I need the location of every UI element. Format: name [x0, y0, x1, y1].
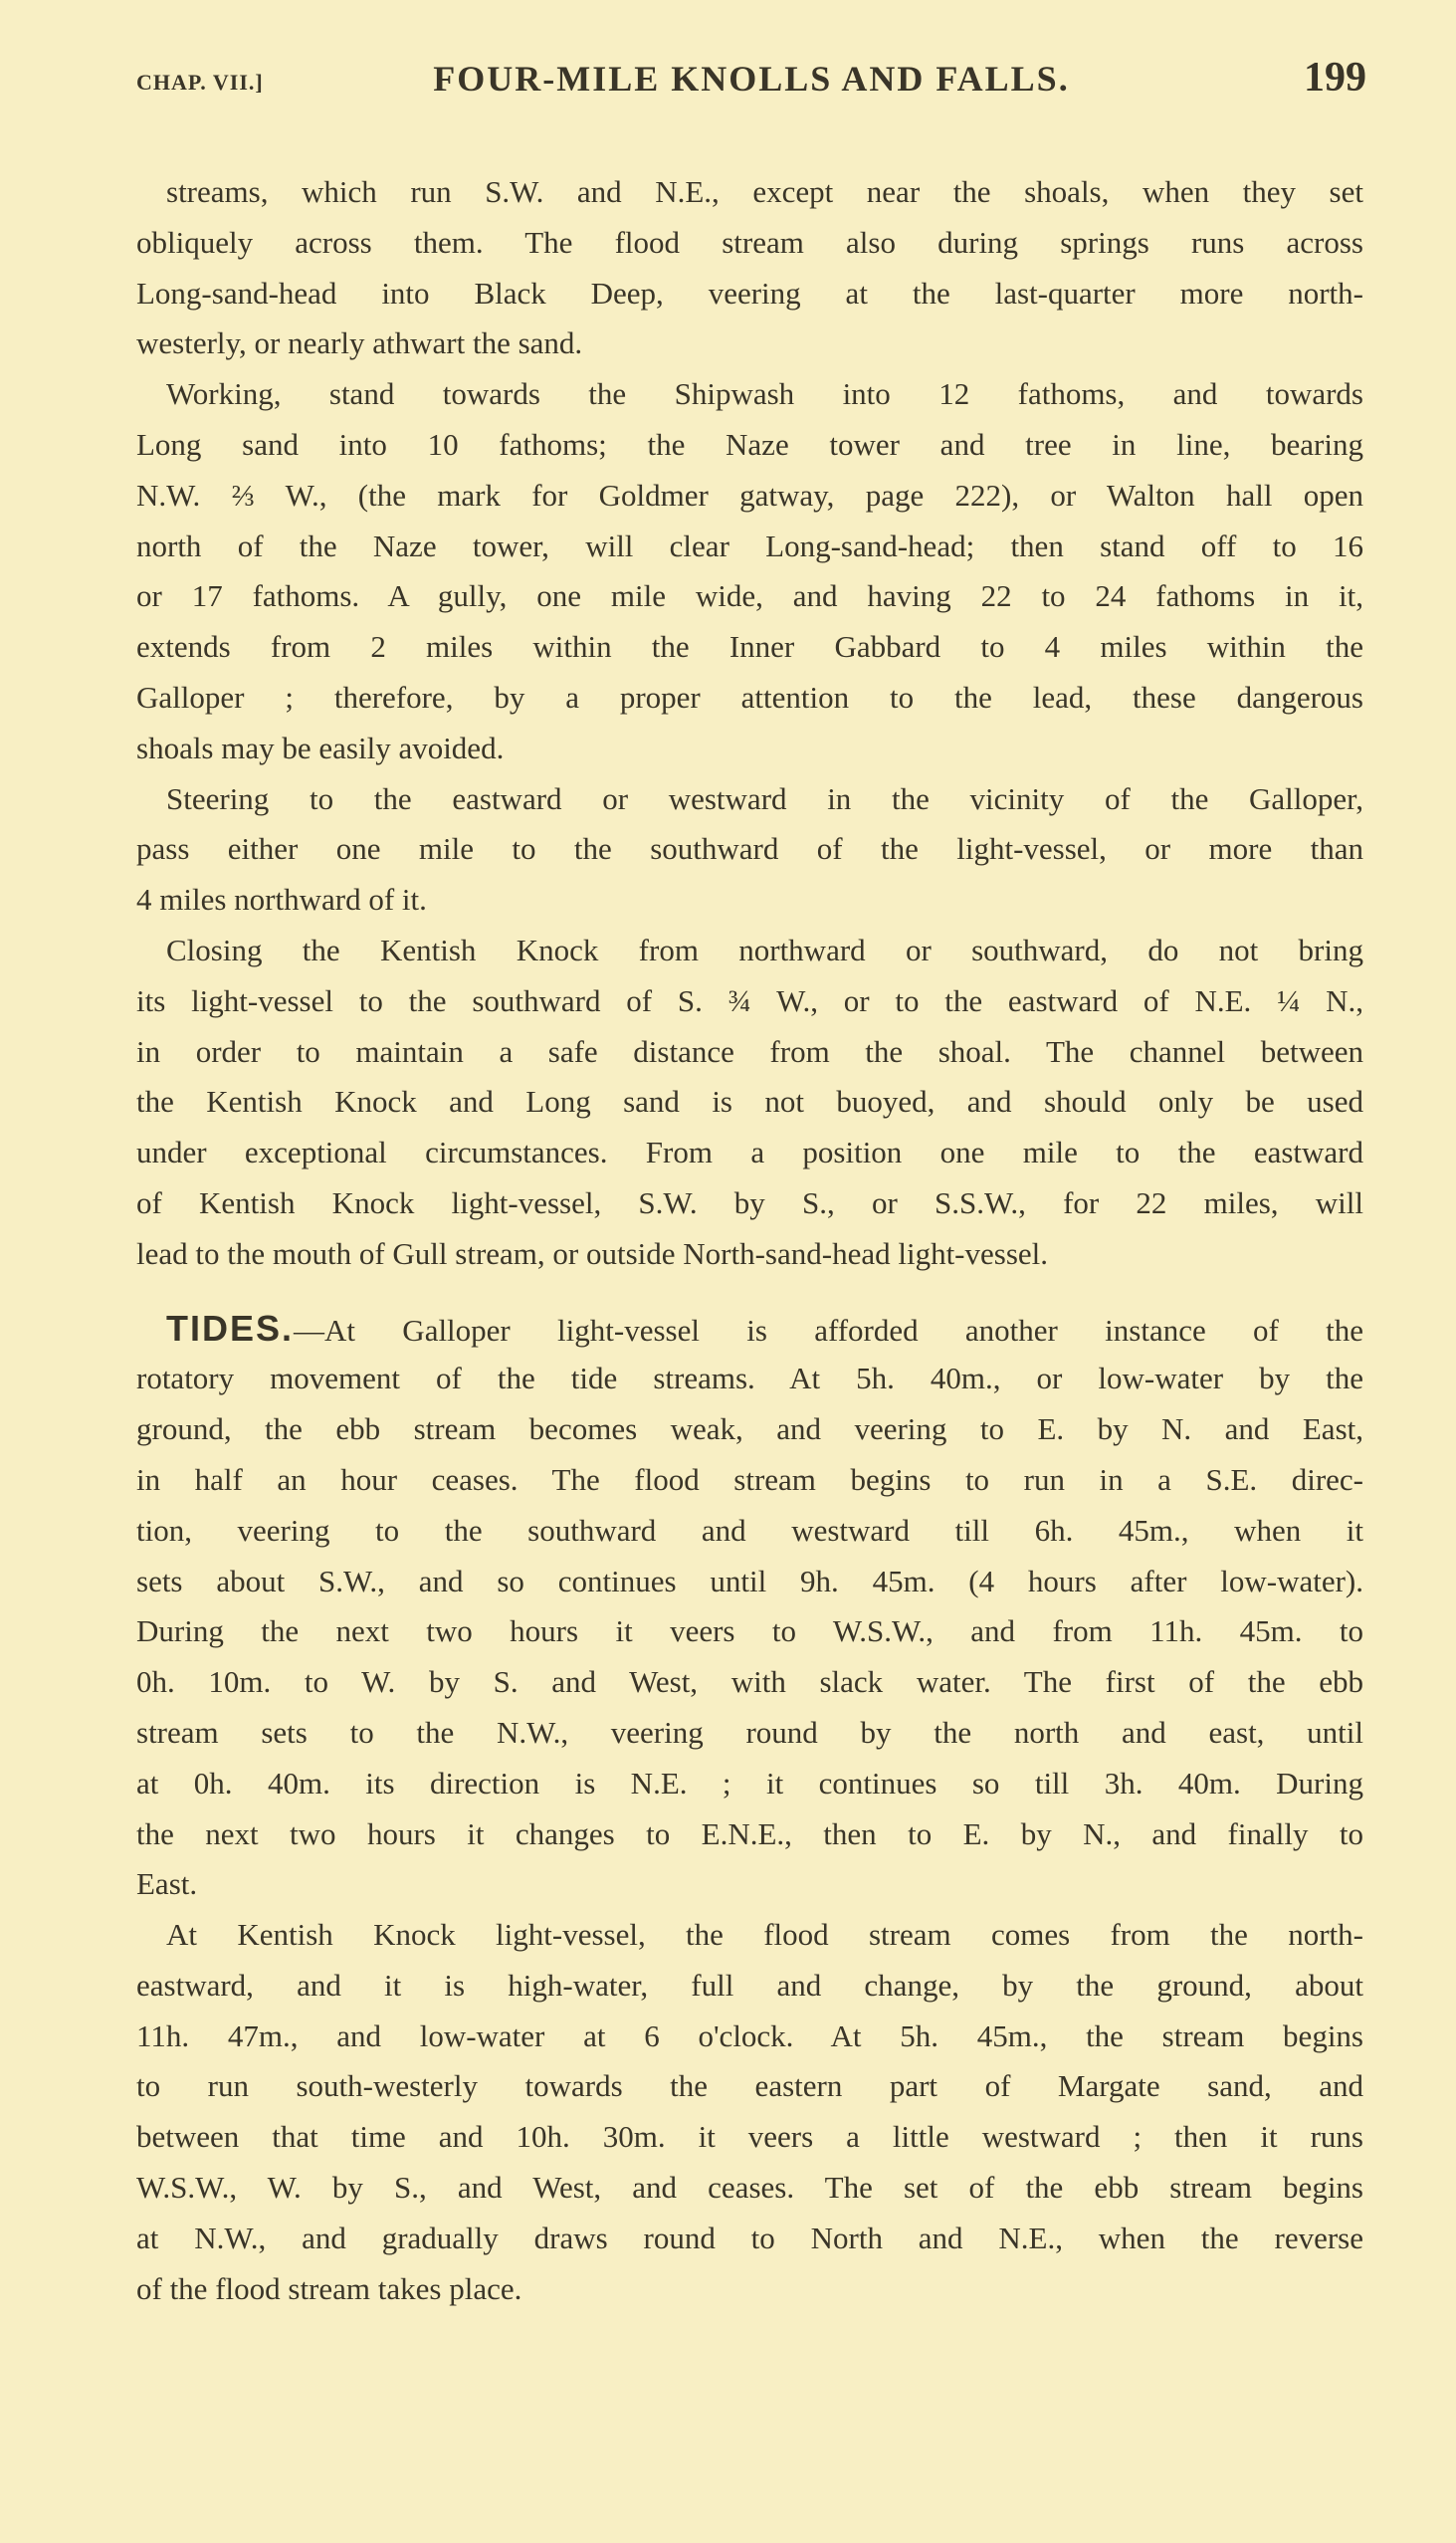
text-line: shoals may be easily avoided.	[136, 730, 505, 765]
text-line: streams, which run S.W. and N.E., except near the shoals, when they set	[166, 174, 1363, 209]
text-line: Working, stand towards the Shipwash into 12 fathoms, and towards	[166, 376, 1363, 412]
paragraph-tides	[136, 1304, 1363, 1911]
text-line: ground, the ebb stream becomes weak, and veering to E. by N. and East,	[136, 1411, 1363, 1447]
text-line: Long sand into 10 fathoms; the Naze tower and tree in line, bearing	[136, 426, 1363, 462]
text-line: 4 miles northward of it.	[136, 882, 427, 918]
running-header	[136, 55, 1366, 107]
text-line: at 0h. 40m. its direction is N.E. ; it continues so till 3h. 40m. During	[136, 1765, 1363, 1801]
text-line: at N.W., and gradually draws round to North and N.E., when the reverse	[136, 2220, 1363, 2255]
chapter-label: CHAP. VII.]	[136, 70, 264, 95]
text-line: pass either one mile to the southward of the light-vessel, or more than	[136, 831, 1363, 867]
text-line: stream sets to the N.W., veering round by the north and east, until	[136, 1714, 1363, 1750]
text-line: W.S.W., W. by S., and West, and ceases. The set of the ebb stream begins	[136, 2170, 1363, 2206]
text-line: 11h. 47m., and low-water at 6 o'clock. At 5h. 45m., the stream begins	[136, 2017, 1363, 2053]
text-line: Long-sand-head into Black Deep, veering at the last-quarter more north-	[136, 275, 1363, 311]
section-heading-tides: TIDES.	[166, 1307, 295, 1349]
text-line: under exceptional circumstances. From a position one mile to the eastward	[136, 1135, 1363, 1170]
text-line: rotatory movement of the tide streams. At 5h. 40m., or low-water by the	[136, 1361, 1363, 1396]
page-body	[136, 167, 1363, 2314]
page-number: 199	[1304, 55, 1366, 101]
text-line: extends from 2 miles within the Inner Gabbard to 4 miles within the	[136, 629, 1363, 665]
text-line: sets about S.W., and so continues until 9h. 45m. (4 hours after low-water).	[136, 1563, 1363, 1598]
text-line: obliquely across them. The flood stream also during springs runs across	[136, 224, 1363, 260]
text-line: the Kentish Knock and Long sand is not buoyed, and should only be used	[136, 1084, 1363, 1120]
text-line: eastward, and it is high-water, full and change, by the ground, about	[136, 1967, 1363, 2003]
running-title: FOUR-MILE KNOLLS AND FALLS.	[433, 59, 1070, 99]
text-line: During the next two hours it veers to W.S.W., and from 11h. 45m. to	[136, 1613, 1363, 1649]
text-line	[136, 1304, 1363, 1355]
text-line: Closing the Kentish Knock from northward or southward, do not bring	[166, 932, 1363, 967]
text-line: between that time and 10h. 30m. it veers a little westward ; then it runs	[136, 2119, 1363, 2155]
text-line: Galloper ; therefore, by a proper attention to the lead, these dangerous	[136, 679, 1363, 715]
paragraph	[136, 167, 1363, 369]
text-line: to run south-westerly towards the eastern part of Margate sand, and	[136, 2068, 1363, 2104]
text-line: or 17 fathoms. A gully, one mile wide, and having 22 to 24 fathoms in it,	[136, 578, 1363, 614]
paragraph	[136, 369, 1363, 773]
text-line: of the flood stream takes place.	[136, 2270, 522, 2306]
text-line: of Kentish Knock light-vessel, S.W. by S., or S.S.W., for 22 miles, will	[136, 1184, 1363, 1220]
paragraph	[136, 926, 1363, 1280]
text-line: N.W. ⅔ W., (the mark for Goldmer gatway, page 222), or Walton hall open	[136, 477, 1363, 513]
text-line: Steering to the eastward or westward in the vicinity of the Galloper,	[166, 780, 1363, 816]
paragraph	[136, 1910, 1363, 2314]
text-line: its light-vessel to the southward of S. ¾ W., or to the eastward of N.E. ¼ N.,	[136, 982, 1363, 1018]
text-line: in half an hour ceases. The flood stream begins to run in a S.E. direc-	[136, 1461, 1363, 1497]
text-line: tion, veering to the southward and westward till 6h. 45m., when it	[136, 1512, 1363, 1548]
text-line: the next two hours it changes to E.N.E., then to E. by N., and finally to	[136, 1815, 1363, 1851]
text-line: East.	[136, 1866, 198, 1902]
text-line: north of the Naze tower, will clear Long-sand-head; then stand off to 16	[136, 528, 1363, 563]
text-line: 0h. 10m. to W. by S. and West, with slack water. The first of the ebb	[136, 1664, 1363, 1700]
text-line: in order to maintain a safe distance from the shoal. The channel between	[136, 1033, 1363, 1069]
text-line: At Kentish Knock light-vessel, the flood stream comes from the north-	[166, 1917, 1363, 1953]
text-line: lead to the mouth of Gull stream, or outside North-sand-head light-vessel.	[136, 1235, 1049, 1271]
paragraph	[136, 774, 1363, 926]
text-span: —At Galloper light-vessel is afforded another instance of the	[294, 1312, 1363, 1348]
text-line: westerly, or nearly athwart the sand.	[136, 325, 583, 361]
